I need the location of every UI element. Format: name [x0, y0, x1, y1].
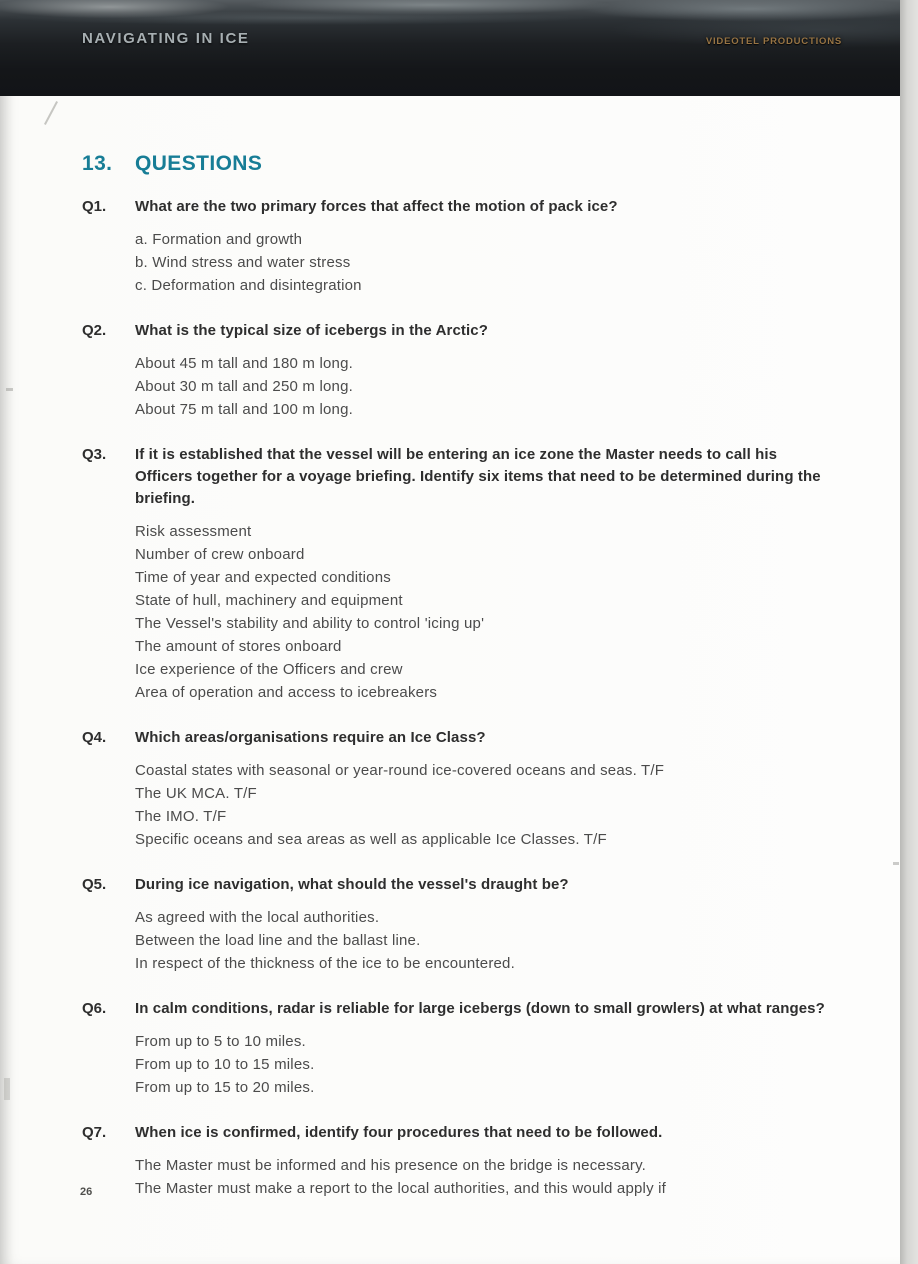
answer-list — [135, 1030, 830, 1099]
question-block — [82, 196, 830, 297]
answer-list — [135, 352, 830, 421]
answer-line: Between the load line and the ballast line. — [135, 932, 421, 949]
section-title: QUESTIONS — [135, 152, 263, 175]
question-text: In calm conditions, radar is reliable for large icebergs (down to small growlers) at what ranges? — [135, 1000, 825, 1017]
answer-list — [135, 520, 830, 704]
page-content — [0, 96, 900, 1223]
question-id: Q5. — [82, 876, 107, 893]
answer-line: The amount of stores onboard — [135, 638, 342, 655]
answer-line: Risk assessment — [135, 523, 252, 540]
answer-list — [135, 906, 830, 975]
answer-line: The Master must be informed and his presence on the bridge is necessary. — [135, 1157, 647, 1174]
answer-line: Number of crew onboard — [135, 546, 305, 563]
question-block — [82, 320, 830, 421]
answer-line: The Vessel's stability and ability to control 'icing up' — [135, 615, 485, 632]
answer-line: In respect of the thickness of the ice to be encountered. — [135, 955, 515, 972]
question-id: Q6. — [82, 1000, 107, 1017]
header-photo-band — [0, 0, 900, 96]
question-text: What are the two primary forces that affect the motion of pack ice? — [135, 198, 618, 215]
answer-line: The UK MCA. T/F — [135, 785, 257, 802]
answer-line: State of hull, machinery and equipment — [135, 592, 403, 609]
question-id: Q4. — [82, 729, 107, 746]
question-id: Q2. — [82, 322, 107, 339]
question-text: Which areas/organisations require an Ice Class? — [135, 729, 486, 746]
answer-line: Area of operation and access to icebreakers — [135, 684, 438, 701]
answer-line: c. Deformation and disintegration — [135, 277, 362, 294]
answer-line: About 30 m tall and 250 m long. — [135, 378, 354, 395]
answer-line: Time of year and expected conditions — [135, 569, 391, 586]
answer-line: Coastal states with seasonal or year-round ice-covered oceans and seas. T/F — [135, 762, 665, 779]
answer-list — [135, 759, 830, 851]
question-block — [82, 727, 830, 851]
answer-line: From up to 10 to 15 miles. — [135, 1056, 315, 1073]
question-text: What is the typical size of icebergs in the Arctic? — [135, 322, 488, 339]
question-block — [82, 1122, 830, 1200]
section-heading — [82, 152, 830, 176]
section-number: 13. — [82, 152, 113, 175]
brand-label: VIDEOTEL PRODUCTIONS — [705, 36, 842, 47]
question-block — [82, 444, 830, 704]
question-block — [82, 998, 830, 1099]
header-title: NAVIGATING IN ICE — [82, 30, 250, 47]
question-block — [82, 874, 830, 975]
answer-line: About 45 m tall and 180 m long. — [135, 355, 354, 372]
answer-line: From up to 5 to 10 miles. — [135, 1033, 306, 1050]
answer-line: a. Formation and growth — [135, 231, 303, 248]
answer-line: Ice experience of the Officers and crew — [135, 661, 403, 678]
answer-line: The Master must make a report to the local authorities, and this would apply if — [135, 1180, 667, 1197]
page-number: 26 — [80, 1186, 93, 1198]
question-text: During ice navigation, what should the vessel's draught be? — [135, 876, 569, 893]
question-text: If it is established that the vessel will be entering an ice zone the Master needs to call his Officers together for a voyage briefing. Identify six items that need to be determined during the briefing. — [135, 446, 821, 507]
question-id: Q1. — [82, 198, 107, 215]
questions-list — [82, 196, 830, 1200]
question-text: When ice is confirmed, identify four procedures that need to be followed. — [135, 1124, 663, 1141]
answer-line: Specific oceans and sea areas as well as applicable Ice Classes. T/F — [135, 831, 607, 848]
answer-line: The IMO. T/F — [135, 808, 227, 825]
answer-line: b. Wind stress and water stress — [135, 254, 351, 271]
answer-list — [135, 1154, 830, 1200]
answer-line: As agreed with the local authorities. — [135, 909, 380, 926]
page-edge-strip — [900, 0, 918, 1264]
question-id: Q3. — [82, 446, 107, 463]
answer-line: From up to 15 to 20 miles. — [135, 1079, 315, 1096]
answer-line: About 75 m tall and 100 m long. — [135, 401, 354, 418]
answer-list — [135, 228, 830, 297]
question-id: Q7. — [82, 1124, 107, 1141]
